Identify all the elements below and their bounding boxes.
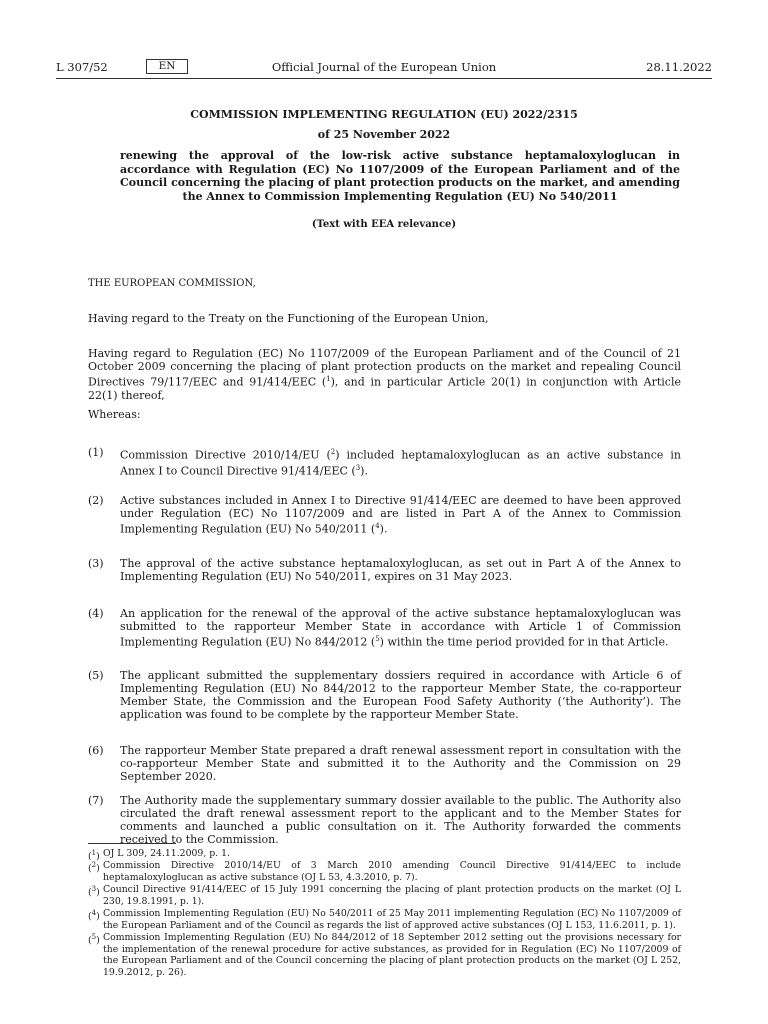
recital-text: The Authority made the supplementary summary dossier available to the public. The Authority also circulated the draft renewal assessment report to the applicant and to the Member States for comments and launched a public consultation on it. The Authority forwarded the comments received to the Commission. xyxy=(120,794,681,846)
recital-text: Active substances included in Annex I to Directive 91/414/EEC are deemed to have been approved under Regulation (EC) No 1107/2009 and are listed in Part A of the Annex to Commission Implementing Regulation (EU) No 540/2011 ($^4$). xyxy=(120,494,681,536)
footnote-text: Commission Implementing Regulation (EU) No 844/2012 of 18 September 2012 setting out the provisions necessary for the implementation of the renewal procedure for active substances, as provided for in Regulation (EC) No 1107/2009 of the European Parliament and of the Council concerning the placing of plant protection products on the market (OJ L 252, 19.9.2012, p. 26). xyxy=(103,932,681,978)
recital-number: (5) xyxy=(88,669,104,682)
whereas-label: Whereas: xyxy=(88,408,141,421)
recital-item xyxy=(88,446,681,477)
recital-text: The approval of the active substance heptamaloxyloglucan, as set out in Part A of the Annex to Implementing Regulation (EU) No 540/2011, expires on 31 May 2023. xyxy=(120,557,681,583)
footnote-number: ($^1$) xyxy=(88,849,100,863)
footnote-number: ($^4$) xyxy=(88,909,100,923)
regulation-date: of 25 November 2022 xyxy=(317,128,451,141)
recital-number: (4) xyxy=(88,607,104,620)
recital-number: (7) xyxy=(88,794,104,807)
recital-number: (2) xyxy=(88,494,104,507)
footnote xyxy=(88,860,681,883)
recital-text: Commission Directive 2010/14/EU ($^2$) included heptamaloxyloglucan as an active substance in Annex I to Council Directive 91/414/EEC ($^3$). xyxy=(120,448,681,478)
footnote xyxy=(88,884,681,907)
language-badge: EN xyxy=(146,59,188,74)
footnote-text: OJ L 309, 24.11.2009, p. 1. xyxy=(103,848,230,859)
treaty-citation: Having regard to the Treaty on the Functioning of the European Union, xyxy=(88,312,489,325)
footnote-ref[interactable]: 5 xyxy=(375,635,380,643)
regulation-citation: Having regard to Regulation (EC) No 1107/2009 of the European Parliament and of the Council of 21 October 2009 concerning the placing of plant protection products on the market and repealing Council Directives 79/117/EEC and 91/414/EEC ($^1$), and in particular Article 20(1) in conjunction with Article 22(1) thereof, xyxy=(88,347,681,402)
recital-text: The applicant submitted the supplementary dossiers required in accordance with Article 6 of Implementing Regulation (EU) No 844/2012 to the rapporteur Member State, the co-rapporteur Member State, the Commission and the European Food Safety Authority (‘the Authority’). The application was found to be complete by the rapporteur Member State. xyxy=(120,669,681,721)
footnote xyxy=(88,848,681,863)
recital-item xyxy=(88,744,681,783)
footnote-rule xyxy=(88,843,176,844)
footnote-text: Council Directive 91/414/EEC of 15 July 1991 concerning the placing of plant protection products on the market (OJ L 230, 19.8.1991, p. 1). xyxy=(103,884,681,907)
commission-heading: THE EUROPEAN COMMISSION, xyxy=(88,278,256,289)
recital-text: An application for the renewal of the approval of the active substance heptamaloxyloglucan was submitted to the rapporteur Member State in accordance with Article 1 of Commission Implementing Regulation (EU) No 844/2012 ($^5$) within the time period provided for in that Article. xyxy=(120,607,681,649)
footnote-number: ($^3$) xyxy=(88,885,100,899)
recital-number: (3) xyxy=(88,557,104,570)
journal-name: Official Journal of the European Union xyxy=(271,60,497,74)
footnote-number: ($^2$) xyxy=(88,861,100,875)
publication-date: 28.11.2022 xyxy=(646,60,712,74)
footnote-number: ($^5$) xyxy=(88,933,100,947)
footnote-text: Commission Implementing Regulation (EU) No 540/2011 of 25 May 2011 implementing Regulation (EC) No 1107/2009 of the European Parliament and of the Council as regards the list of approved active substances (OJ L 153, 11.6.2011, p. 1). xyxy=(103,908,681,931)
recital-item xyxy=(88,794,681,846)
footnote-text: Commission Directive 2010/14/EU of 3 March 2010 amending Council Directive 91/414/EEC to include heptamaloxyloglucan as active substance (OJ L 53, 4.3.2010, p. 7). xyxy=(103,860,681,883)
recital-item xyxy=(88,669,681,721)
footnote-ref[interactable]: 2 xyxy=(330,448,336,456)
recital-item xyxy=(88,557,681,583)
recital-number: (6) xyxy=(88,744,104,757)
recital-item xyxy=(88,607,681,649)
recital-number: (1) xyxy=(88,446,104,459)
footnote-ref[interactable]: 4 xyxy=(375,522,380,530)
page-header xyxy=(56,60,712,76)
regulation-subject: renewing the approval of the low-risk active substance heptamaloxyloglucan in accordance with Regulation (EC) No 1107/2009 of the European Parliament and of the Council concerning the placing of plant protection products on the market, and amending the Annex to Commission Implementing Regulation (EU) No 540/2011 xyxy=(120,149,680,203)
footnote xyxy=(88,932,681,978)
recital-item xyxy=(88,494,681,536)
header-rule xyxy=(56,78,712,79)
recital-text: The rapporteur Member State prepared a draft renewal assessment report in consultation with the co-rapporteur Member State and submitted it to the Authority and the Commission on 29 September 2020. xyxy=(120,744,681,783)
regulation-title: COMMISSION IMPLEMENTING REGULATION (EU) 2022/2315 xyxy=(190,108,578,121)
footnote-ref[interactable]: 3 xyxy=(355,463,361,472)
page-reference: L 307/52 xyxy=(56,60,108,74)
footnote xyxy=(88,908,681,931)
footnote-ref[interactable]: 1 xyxy=(326,375,331,383)
eea-relevance: (Text with EEA relevance) xyxy=(311,219,457,230)
